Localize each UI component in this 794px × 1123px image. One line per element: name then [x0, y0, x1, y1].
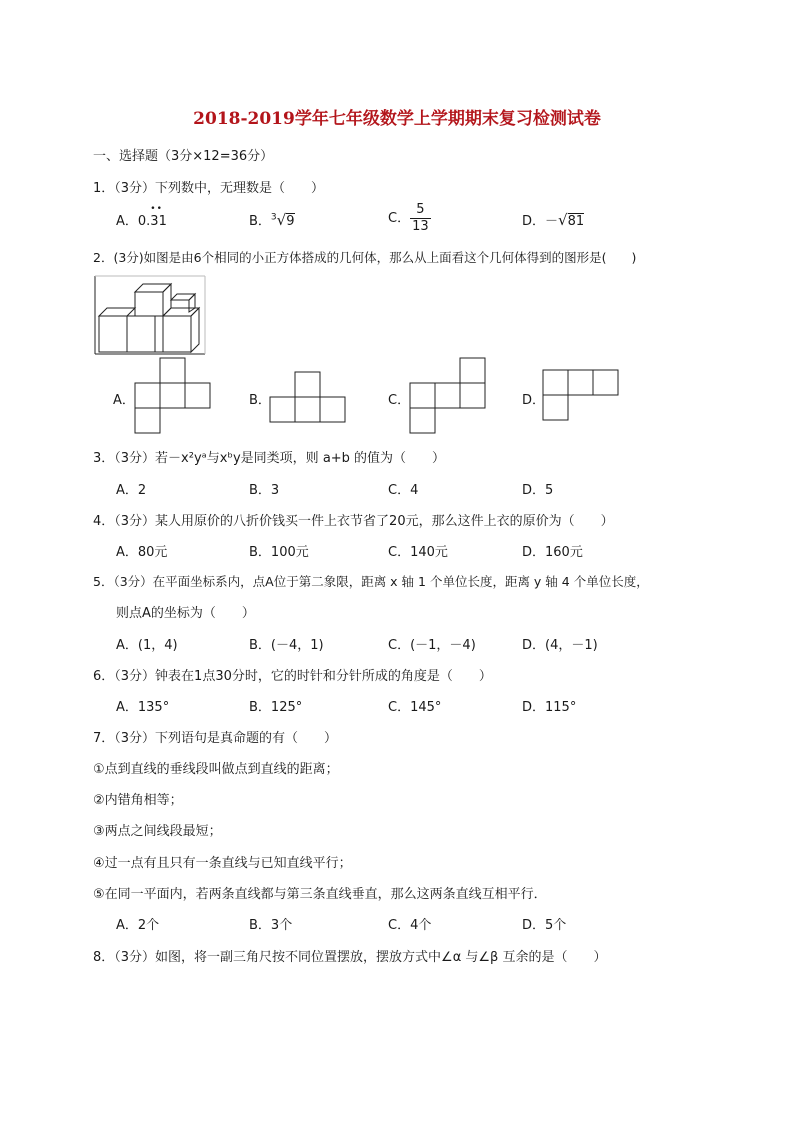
q5-option-d: D．(4，－1): [522, 638, 598, 653]
q2-option-a-label: A．: [113, 393, 135, 408]
q4-option-b: B．100元: [249, 545, 309, 560]
q1-option-d: [522, 210, 584, 229]
q1-radicand-d: 81: [567, 214, 585, 229]
q1-option-c: [388, 202, 431, 235]
q7-option-b: B．3个: [249, 918, 293, 933]
q1-fraction-denominator: 13: [412, 219, 429, 234]
q2-option-d-figure: [541, 368, 621, 424]
q1-fraction: [410, 202, 431, 235]
q7-statement-2: ②内错角相等；: [93, 793, 183, 808]
q1-fraction-numerator: 5: [410, 202, 431, 219]
question-7-text: 7．（3分）下列语句是真命题的有（ ）: [93, 731, 338, 746]
question-5-text: 5．（3分）在平面坐标系内，点A位于第二象限，距离 x 轴 1 个单位长度，距离 y 轴 4 个单位长度，: [93, 574, 649, 589]
q6-option-b: B．125°: [249, 700, 303, 715]
q2-option-b-label: B．: [249, 393, 271, 408]
q1-option-b: [249, 210, 295, 229]
question-4-text: 4．（3分）某人用原价的八折价钱买一件上衣节省了20元，那么这件上衣的原价为（ ）: [93, 514, 614, 529]
page-title: 2018-2019学年七年级数学上学期期末复习检测试卷: [193, 109, 601, 129]
q2-option-a-figure: [134, 356, 212, 436]
q3-option-a: A．2: [116, 483, 147, 498]
q4-option-a: A．80元: [116, 545, 168, 560]
q3-option-b: B．3: [249, 483, 280, 498]
q1-option-a: [116, 204, 167, 229]
q6-option-c: C．145°: [388, 700, 442, 715]
q5-option-a: A．(1，4): [116, 638, 178, 653]
q3-option-d: D．5: [522, 483, 554, 498]
q7-option-a: A．2个: [116, 918, 160, 933]
question-5-text-cont: 则点A的坐标为（ ）: [116, 606, 255, 621]
q1-option-d-label: D．－: [522, 214, 559, 229]
q1-option-c-label: C．: [388, 211, 411, 226]
radical-icon: √: [558, 211, 568, 229]
q1-repeating-decimal: [150, 204, 167, 229]
q1-repeating-dots: ••: [150, 204, 163, 214]
q7-statement-4: ④过一点有且只有一条直线与已知直线平行；: [93, 856, 352, 871]
q1-option-a-label: A．0.: [116, 214, 151, 229]
cube-figure: [93, 272, 213, 356]
q5-option-b: B．(－4，1): [249, 638, 324, 653]
q2-option-c-label: C．: [388, 393, 411, 408]
q2-option-b-figure: [268, 370, 348, 424]
question-1-text: 1．（3分）下列数中，无理数是（ ）: [93, 181, 325, 196]
q2-option-c-figure: [408, 356, 488, 436]
question-6-text: 6．（3分）钟表在1点30分时，它的时针和分针所成的角度是（ ）: [93, 669, 492, 684]
q7-option-c: C．4个: [388, 918, 432, 933]
q6-option-a: A．135°: [116, 700, 170, 715]
q7-statement-3: ③两点之间线段最短；: [93, 824, 222, 839]
q1-repeating-digits: 31: [150, 214, 167, 229]
q1-root-index: 3: [270, 212, 277, 223]
question-8-text: 8．（3分）如图，将一副三角尺按不同位置摆放，摆放方式中∠α 与∠β 互余的是（ ）: [93, 950, 607, 965]
q7-option-d: D．5个: [522, 918, 567, 933]
q7-statement-1: ①点到直线的垂线段叫做点到直线的距离；: [93, 762, 339, 777]
q1-option-b-label: B．: [249, 214, 271, 229]
radical-icon: √: [276, 211, 287, 229]
q2-option-d-label: D．: [522, 393, 546, 408]
q6-option-d: D．115°: [522, 700, 577, 715]
q5-option-c: C．(－1，－4): [388, 638, 476, 653]
q3-option-c: C．4: [388, 483, 419, 498]
question-2-text: 2．(3分)如图是由6个相同的小正方体搭成的几何体，那么从上面看这个几何体得到的图形是( ): [93, 250, 637, 265]
q7-statement-5: ⑤在同一平面内，若两条直线都与第三条直线垂直，那么这两条直线互相平行．: [93, 887, 547, 902]
q1-radicand-b: 9: [286, 214, 295, 229]
q4-option-d: D．160元: [522, 545, 583, 560]
q4-option-c: C．140元: [388, 545, 448, 560]
question-3-text: 3．（3分）若－x²yᵃ与xᵇy是同类项，则 a+b 的值为（ ）: [93, 451, 446, 466]
section-heading: 一、选择题（3分×12=36分）: [93, 149, 274, 164]
